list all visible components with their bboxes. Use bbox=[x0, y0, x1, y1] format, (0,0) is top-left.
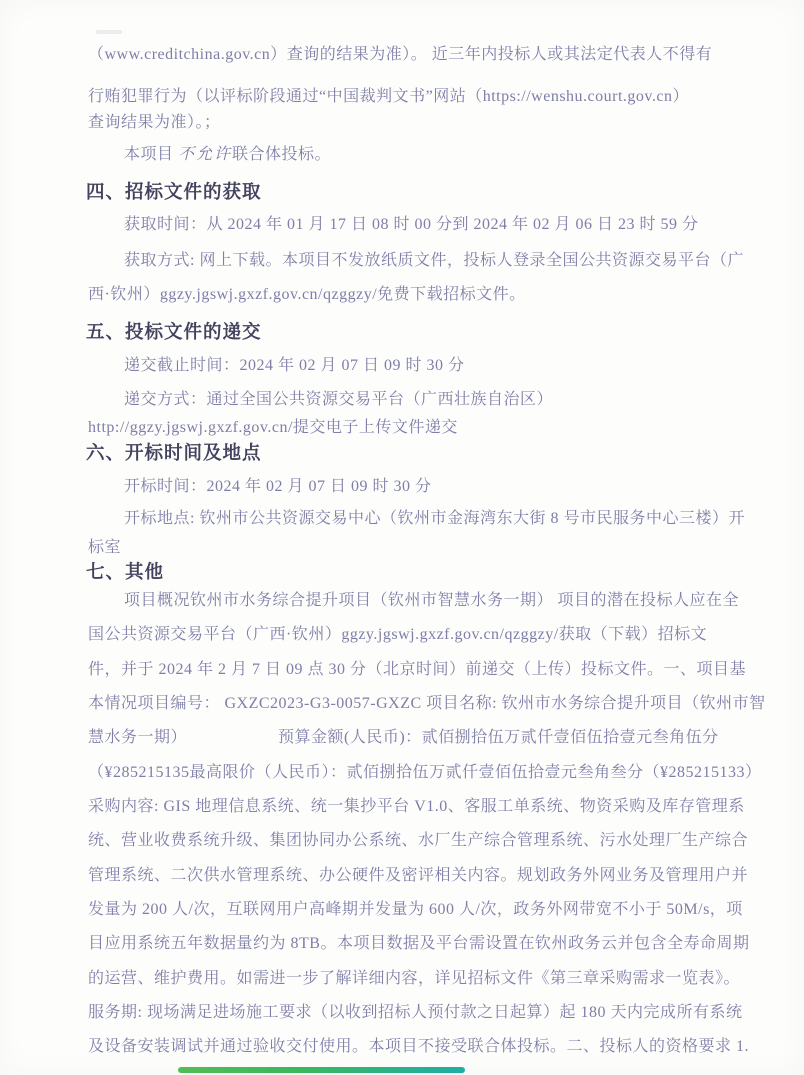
paragraph-line: 及设备安装调试并通过验收交付使用。本项目不接受联合体投标。二、投标人的资格要求 1. bbox=[88, 1038, 750, 1055]
project-number-line: 本情况项目编号： GXZC2023-G3-0057-GXZC 项目名称: 钦州市水务综合提升项目（钦州市智 bbox=[88, 695, 766, 712]
section-heading-bid-submission: 五、投标文件的递交 bbox=[86, 323, 262, 343]
project-overview-line: 项目概况钦州市水务综合提升项目（钦州市智慧水务一期） 项目的潜在投标人应在全 bbox=[124, 592, 740, 609]
opening-place-continuation-line: 标室 bbox=[88, 539, 122, 556]
paragraph-line: 目应用系统五年数据量约为 8TB。本项目数据及平台需设置在钦州政务云并包含全寿命周期 bbox=[88, 935, 750, 952]
obtain-method-continuation-line: 西·钦州）ggzy.jgswj.gxzf.gov.cn/qzggzy/免费下载招标文件。 bbox=[88, 286, 526, 303]
submission-url-line: http://ggzy.jgswj.gxzf.gov.cn/提交电子上传文件递交 bbox=[88, 419, 458, 436]
section-heading-bid-opening: 六、开标时间及地点 bbox=[86, 444, 262, 464]
submission-deadline-line: 递交截止时间：2024 年 02 月 07 日 09 时 30 分 bbox=[124, 357, 465, 374]
obtain-time-line: 获取时间：从 2024 年 01 月 17 日 08 时 00 分到 2024 年 02 月 06 日 23 时 59 分 bbox=[124, 216, 699, 233]
paragraph-line: 统、营业收费系统升级、集团协同办公系统、水厂生产综合管理系统、污水处理厂生产综合 bbox=[88, 832, 749, 849]
section-heading-other: 七、其他 bbox=[86, 563, 165, 583]
paragraph-line: 管理系统、二次供水管理系统、办公硬件及密评相关内容。规划政务外网业务及管理用户并 bbox=[88, 867, 749, 884]
budget-amount-line: 慧水务一期） 预算金额(人民币)：贰佰捌拾伍万贰仟壹佰伍拾壹元叁角伍分 bbox=[88, 729, 719, 746]
paragraph-line: 件，并于 2024 年 2 月 7 日 09 点 30 分（北京时间）前递交（上传）投标文件。一、项目基 bbox=[88, 661, 747, 678]
paragraph-line: 行贿犯罪行为（以评标阶段通过“中国裁判文书”网站（https://wenshu.court.gov.cn） bbox=[88, 88, 689, 105]
scan-smudge-artifact bbox=[96, 30, 122, 34]
paragraph-line: 发量为 200 人/次，互联网用户高峰期并发量为 600 人/次，政务外网带宽不小于 50M/s，项 bbox=[88, 901, 743, 918]
section-heading-obtain-documents: 四、招标文件的获取 bbox=[86, 183, 262, 203]
opening-place-line: 开标地点: 钦州市公共资源交易中心（钦州市金海湾东大街 8 号市民服务中心三楼）开 bbox=[124, 510, 745, 527]
scanner-artifact-green-strip bbox=[178, 1067, 465, 1073]
price-limit-line: （¥285215135最高限价（人民币）：贰佰捌拾伍万贰仟壹佰伍拾壹元叁角叁分（¥285215133） bbox=[88, 764, 762, 781]
obtain-method-line: 获取方式: 网上下载。本项目不发放纸质文件，投标人登录全国公共资源交易平台（广 bbox=[124, 252, 744, 269]
paragraph-line: 查询结果为准）。； bbox=[88, 114, 221, 131]
no-consortium-suffix: 联合体投标。 bbox=[232, 146, 332, 163]
paragraph-line: 国公共资源交易平台（广西·钦州）ggzy.jgswj.gxzf.gov.cn/qzggzy/获取（下载）招标文 bbox=[88, 626, 708, 643]
no-consortium-emphasis: 不允许 bbox=[178, 146, 233, 163]
paragraph-line: 的运营、维护费用。如需进一步了解详细内容，详见招标文件《第三章采购需求一览表》。 bbox=[88, 970, 741, 987]
service-period-line: 服务期: 现场满足进场施工要求（以收到招标人预付款之日起算）起 180 天内完成所有系统 bbox=[88, 1004, 743, 1021]
no-consortium-prefix: 本项目 bbox=[124, 146, 179, 163]
opening-time-line: 开标时间：2024 年 02 月 07 日 09 时 30 分 bbox=[124, 478, 432, 495]
procurement-content-line: 采购内容: GIS 地理信息系统、统一集抄平台 V1.0、客服工单系统、物资采购及库存管理系 bbox=[88, 798, 745, 815]
submission-method-line: 递交方式：通过全国公共资源交易平台（广西壮族自治区） bbox=[124, 391, 554, 408]
no-consortium-line bbox=[124, 144, 764, 166]
paragraph-line: （www.creditchina.gov.cn）查询的结果为准）。 近三年内投标人或其法定代表人不得有 bbox=[88, 46, 713, 63]
